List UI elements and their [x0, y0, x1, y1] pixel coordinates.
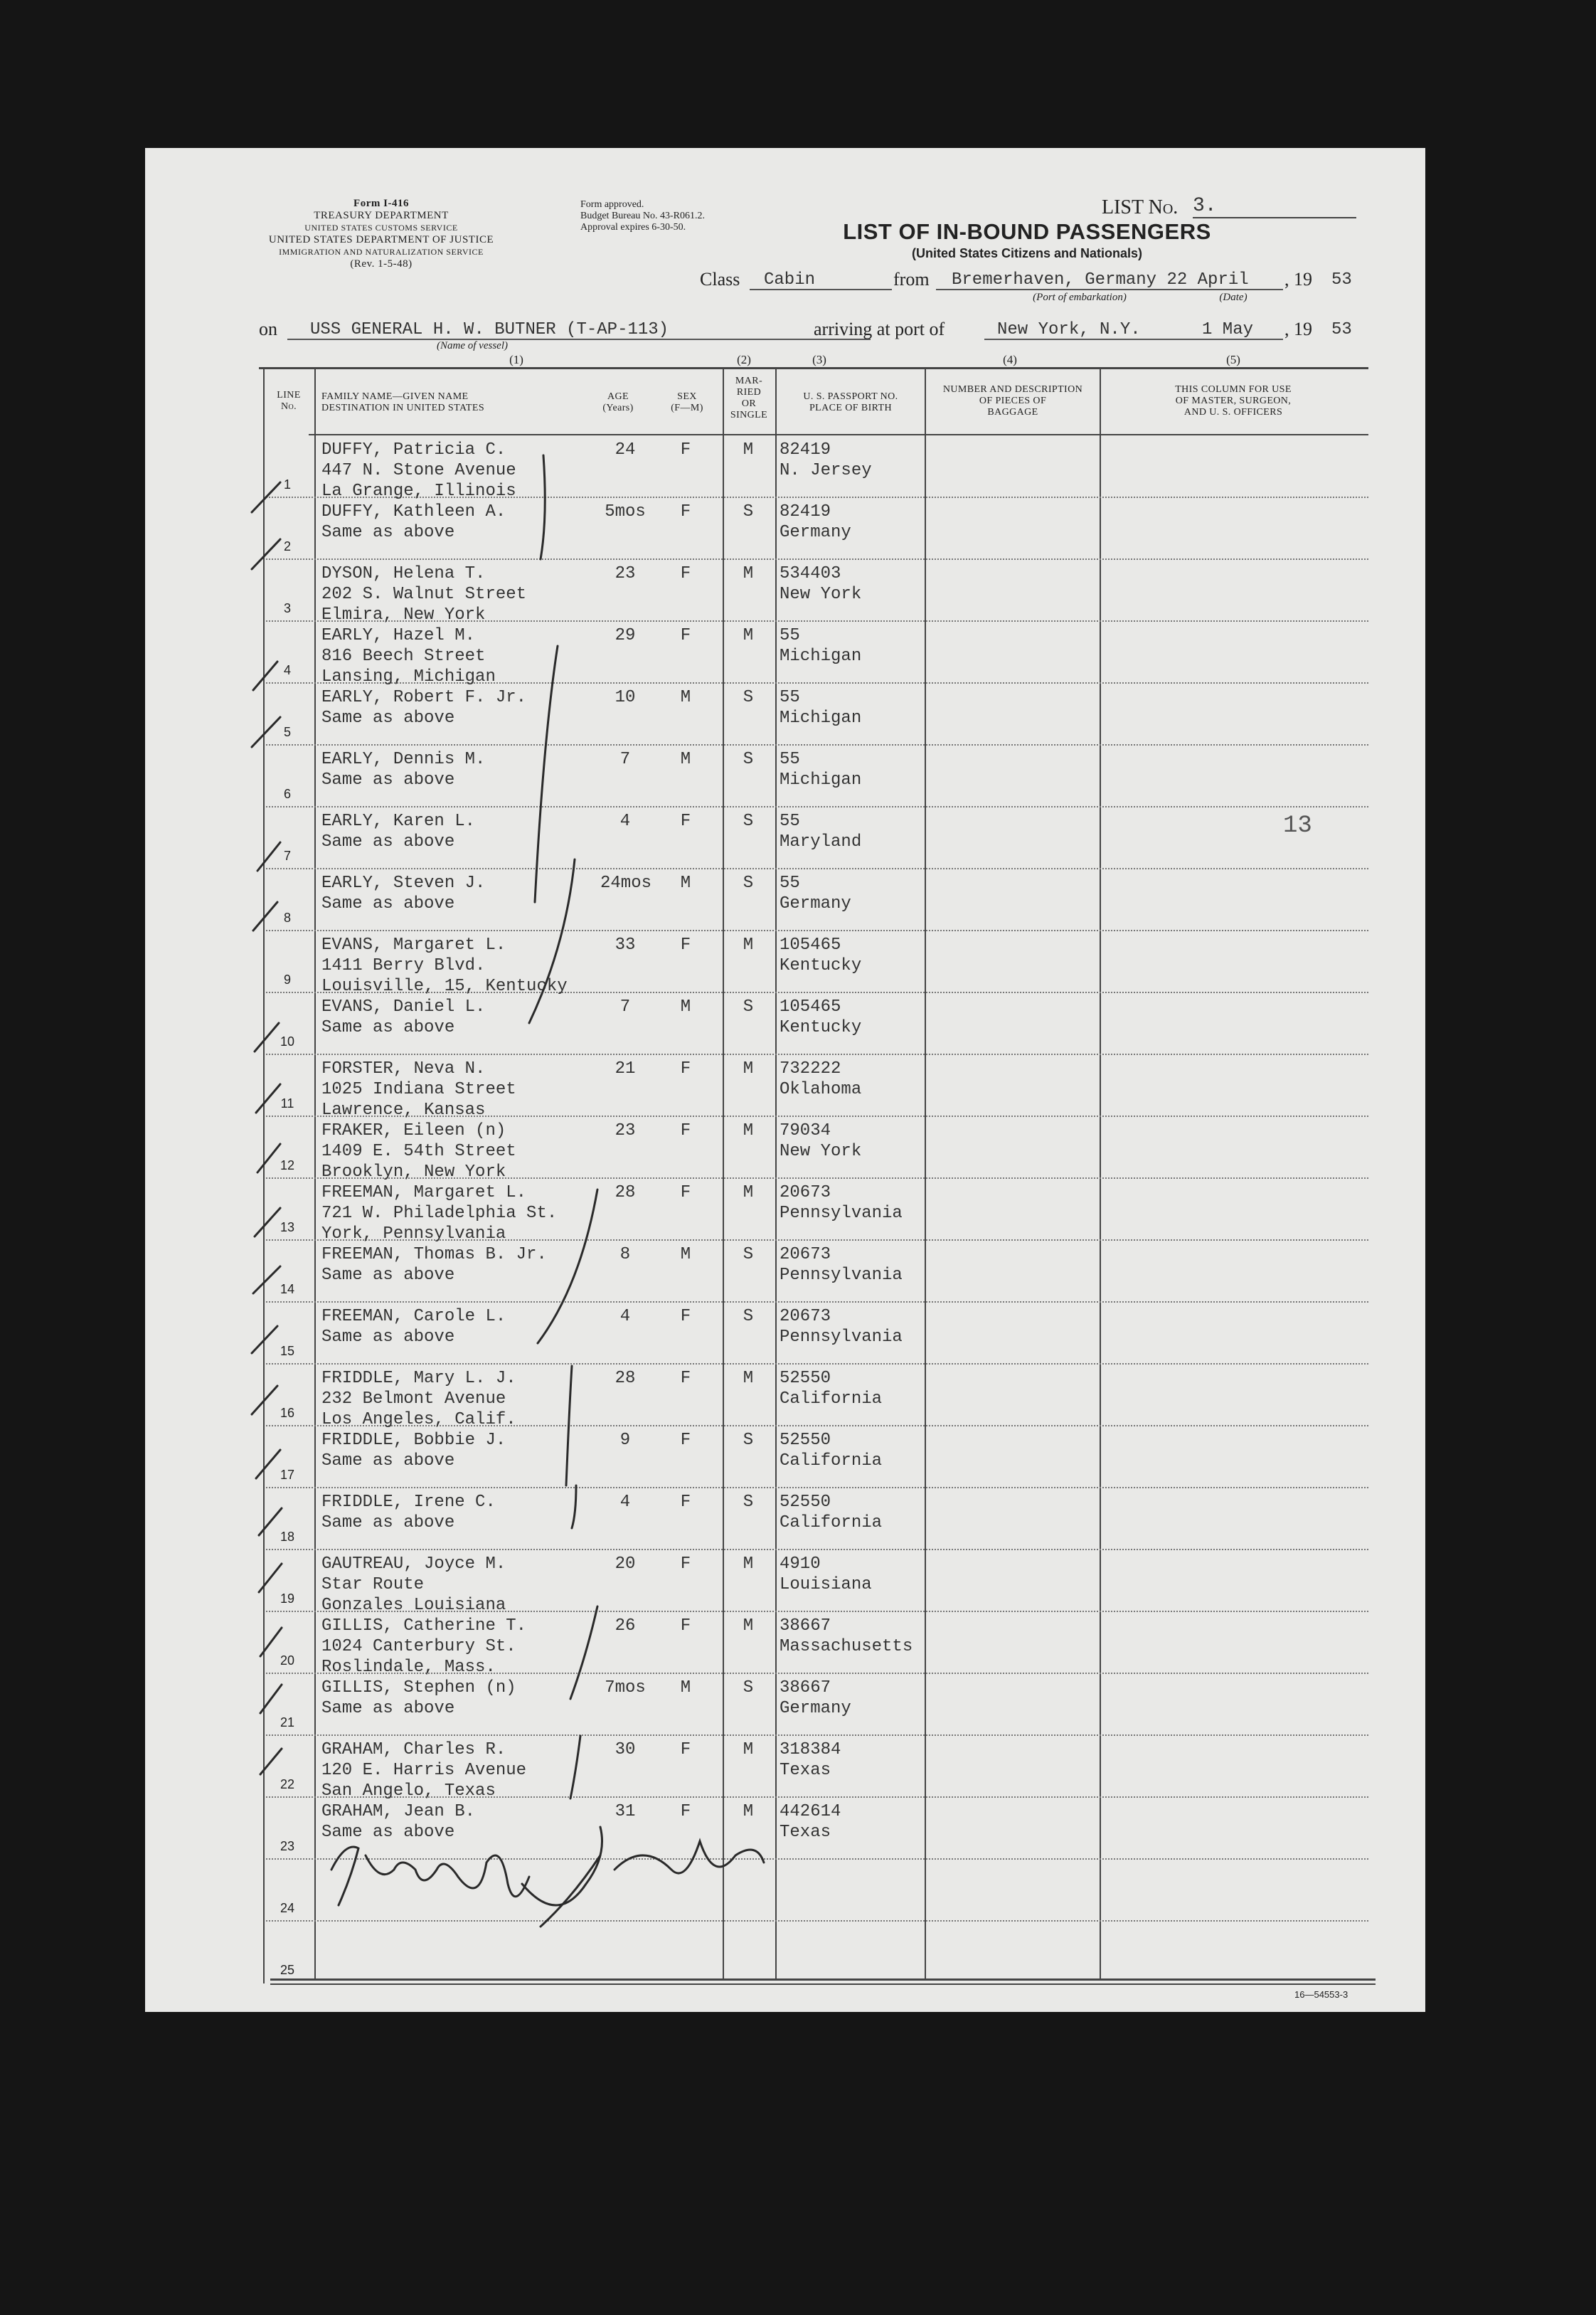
cell-sex: F: [680, 1307, 691, 1326]
cell-sex: F: [680, 1493, 691, 1512]
officer-annotation: 13: [1283, 812, 1312, 839]
line-number: 24: [280, 1901, 295, 1915]
cell-birth: Kentucky: [780, 1018, 862, 1037]
cell-addr1: 1025 Indiana Street: [321, 1080, 516, 1099]
cell-addr2: Brooklyn, New York: [321, 1162, 506, 1182]
cell-birth: California: [780, 1513, 883, 1532]
cell-name: DUFFY, Kathleen A.: [321, 502, 506, 521]
cell-name: FREEMAN, Margaret L.: [321, 1183, 527, 1202]
th-married: [724, 376, 774, 421]
cell-passport: 55: [780, 688, 800, 707]
row-separator: [266, 1301, 1368, 1303]
revision: (Rev. 1-5-48): [350, 258, 413, 270]
cell-name: FREEMAN, Carole L.: [321, 1307, 506, 1326]
approval-block: [580, 199, 705, 233]
cell-ms: S: [743, 1245, 754, 1264]
cell-passport: 4910: [780, 1554, 821, 1574]
cell-addr2: La Grange, Illinois: [321, 482, 516, 501]
cell-name: GRAHAM, Charles R.: [321, 1740, 506, 1759]
cell-passport: 55: [780, 626, 800, 645]
cell-name: FORSTER, Neva N.: [321, 1059, 486, 1079]
cell-passport: 38667: [780, 1616, 831, 1636]
cell-addr1: Same as above: [321, 709, 455, 728]
treasury-dept: TREASURY DEPARTMENT: [314, 210, 449, 221]
col-num-4: (4): [1003, 353, 1017, 366]
line-number: 1: [283, 477, 291, 492]
cell-passport: 20673: [780, 1183, 831, 1202]
cell-ms: M: [743, 1740, 754, 1759]
cell-birth: Michigan: [780, 709, 862, 728]
arrival-year: 53: [1331, 320, 1352, 339]
cell-sex: F: [680, 502, 691, 521]
line-number: 20: [280, 1653, 295, 1668]
cell-age: 7mos: [605, 1678, 646, 1697]
line-number: 17: [280, 1468, 295, 1482]
cell-name: EARLY, Dennis M.: [321, 750, 486, 769]
th-text: AGE: [607, 391, 629, 402]
cell-sex: F: [680, 1616, 691, 1636]
cell-passport: 20673: [780, 1307, 831, 1326]
cell-passport: 79034: [780, 1121, 831, 1140]
ins-service: IMMIGRATION AND NATURALIZATION SERVICE: [279, 247, 484, 257]
cell-passport: 82419: [780, 502, 831, 521]
th-text: SEX: [677, 391, 697, 402]
date-caption: (Date): [1219, 292, 1247, 303]
cell-addr2: Los Angeles, Calif.: [321, 1410, 516, 1429]
cell-addr1: Same as above: [321, 1266, 455, 1285]
from-year-prefix: , 19: [1284, 269, 1312, 290]
cell-sex: F: [680, 626, 691, 645]
cell-sex: F: [680, 564, 691, 583]
cell-passport: 55: [780, 750, 800, 769]
cell-addr1: 232 Belmont Avenue: [321, 1389, 506, 1409]
cell-ms: S: [743, 1493, 754, 1512]
cell-addr1: Same as above: [321, 1699, 455, 1718]
list-number-value: 3.: [1193, 195, 1356, 218]
cell-passport: 105465: [780, 936, 841, 955]
cell-sex: F: [680, 936, 691, 955]
cell-sex: F: [680, 440, 691, 460]
cell-age: 30: [615, 1740, 636, 1759]
justice-dept: UNITED STATES DEPARTMENT OF JUSTICE: [268, 234, 494, 245]
cell-addr1: 1024 Canterbury St.: [321, 1637, 516, 1656]
manifest-page: [145, 148, 1425, 2012]
cell-birth: Pennsylvania: [780, 1328, 903, 1347]
cell-ms: S: [743, 688, 754, 707]
form-agency-block: [253, 198, 509, 270]
cell-age: 4: [619, 1307, 631, 1326]
cell-birth: Maryland: [780, 832, 862, 852]
cell-sex: F: [680, 1183, 691, 1202]
th-text: (F—M): [671, 403, 703, 413]
table-bottom-rule-2: [270, 1983, 1376, 1985]
cell-ms: M: [743, 1616, 754, 1636]
cell-ms: M: [743, 440, 754, 460]
cell-addr2: Louisville, 15, Kentucky: [321, 977, 568, 996]
cell-name: EVANS, Margaret L.: [321, 936, 506, 955]
cell-birth: Michigan: [780, 647, 862, 666]
cell-birth: California: [780, 1389, 883, 1409]
cell-birth: Texas: [780, 1823, 831, 1842]
cell-birth: Kentucky: [780, 956, 862, 975]
th-text: FAMILY NAME—GIVEN NAME: [321, 391, 469, 402]
cell-addr1: Same as above: [321, 523, 455, 542]
line-number: 25: [280, 1963, 295, 1977]
cell-age: 21: [615, 1059, 636, 1079]
row-separator: [266, 558, 1368, 560]
cell-addr1: 721 W. Philadelphia St.: [321, 1204, 558, 1223]
from-year: 53: [1331, 270, 1352, 290]
cell-age: 20: [615, 1554, 636, 1574]
col-num-5: (5): [1226, 353, 1240, 366]
cell-sex: M: [680, 997, 691, 1017]
col-num-1: (1): [509, 353, 523, 366]
cell-ms: S: [743, 1307, 754, 1326]
cell-addr1: Same as above: [321, 1328, 455, 1347]
cell-ms: S: [743, 997, 754, 1017]
line-number: 22: [280, 1777, 295, 1791]
line-number: 11: [280, 1096, 294, 1111]
cell-ms: M: [743, 936, 754, 955]
line-number: 13: [280, 1220, 295, 1234]
cell-sex: M: [680, 688, 691, 707]
th-officers: [1105, 384, 1361, 418]
th-text: DESTINATION IN UNITED STATES: [321, 403, 484, 413]
cell-ms: S: [743, 750, 754, 769]
cell-addr2: York, Pennsylvania: [321, 1224, 506, 1244]
line-number: 21: [280, 1715, 295, 1729]
th-text: RIED: [736, 387, 762, 398]
cell-age: 31: [615, 1802, 636, 1821]
cell-sex: F: [680, 1431, 691, 1450]
cell-birth: N. Jersey: [780, 461, 872, 480]
line-number: 2: [283, 539, 291, 553]
cell-birth: New York: [780, 585, 862, 604]
line-number: 7: [283, 849, 291, 863]
th-age: [586, 391, 650, 414]
cell-ms: S: [743, 502, 754, 521]
cell-passport: 52550: [780, 1431, 831, 1450]
header-bottom-rule: [309, 434, 1368, 435]
cell-ms: M: [743, 1369, 754, 1388]
cell-addr1: Same as above: [321, 894, 455, 913]
col-rule: [775, 369, 777, 1980]
cell-birth: New York: [780, 1142, 862, 1161]
cell-addr1: 447 N. Stone Avenue: [321, 461, 516, 480]
cell-age: 8: [619, 1245, 631, 1264]
cell-age: 4: [619, 1493, 631, 1512]
cell-age: 28: [615, 1183, 636, 1202]
row-separator: [266, 1363, 1368, 1365]
line-number: 18: [280, 1530, 295, 1544]
vessel-name: USS GENERAL H. W. BUTNER (T-AP-113): [310, 320, 669, 339]
cell-ms: M: [743, 1554, 754, 1574]
th-text: BAGGAGE: [987, 407, 1038, 418]
cell-passport: 105465: [780, 997, 841, 1017]
cell-passport: 38667: [780, 1678, 831, 1697]
cell-sex: F: [680, 1740, 691, 1759]
form-footer-code: 16—54553-3: [1294, 1989, 1348, 2000]
line-number: 6: [283, 787, 291, 801]
cell-age: 33: [615, 936, 636, 955]
cell-addr1: Same as above: [321, 1451, 455, 1471]
col-rule: [723, 369, 724, 1980]
row-separator: [266, 1054, 1368, 1055]
table-bottom-rule: [270, 1978, 1376, 1981]
cell-addr2: Lawrence, Kansas: [321, 1101, 486, 1120]
th-sex: [659, 391, 715, 414]
cell-name: DUFFY, Patricia C.: [321, 440, 506, 460]
th-text: MAR-: [735, 376, 763, 386]
th-text: NUMBER AND DESCRIPTION: [942, 384, 1083, 395]
class-label: Class: [700, 269, 740, 290]
cell-age: 5mos: [605, 502, 646, 521]
cell-name: DYSON, Helena T.: [321, 564, 486, 583]
cell-ms: M: [743, 1183, 754, 1202]
row-separator: [266, 1858, 1368, 1860]
cell-ms: M: [743, 1802, 754, 1821]
cell-birth: Michigan: [780, 770, 862, 790]
line-number: 15: [280, 1344, 295, 1358]
cell-ms: M: [743, 1121, 754, 1140]
from-label: from: [893, 269, 930, 290]
cell-addr1: Same as above: [321, 832, 455, 852]
form-number: Form I-416: [353, 198, 409, 209]
cell-birth: Germany: [780, 1699, 851, 1718]
line-number: 3: [283, 601, 291, 615]
customs-service: UNITED STATES CUSTOMS SERVICE: [304, 223, 458, 233]
th-text: THIS COLUMN FOR USE: [1175, 384, 1292, 395]
cell-sex: M: [680, 874, 691, 893]
cell-name: FRAKER, Eileen (n): [321, 1121, 506, 1140]
th-text: OF PIECES OF: [979, 396, 1047, 406]
cell-age: 28: [615, 1369, 636, 1388]
approval-line: Form approved.: [580, 199, 644, 210]
cell-birth: Pennsylvania: [780, 1266, 903, 1285]
th-text: No.: [280, 401, 297, 412]
page-subtitle: (United States Citizens and Nationals): [911, 246, 1143, 260]
th-line-no: [266, 390, 312, 413]
on-label: on: [259, 319, 277, 339]
row-separator: [266, 1734, 1368, 1736]
cell-ms: S: [743, 1431, 754, 1450]
class-value: Cabin: [764, 270, 816, 290]
cell-name: FRIDDLE, Mary L. J.: [321, 1369, 516, 1388]
cell-name: EVANS, Daniel L.: [321, 997, 486, 1017]
col-rule: [1100, 369, 1101, 1980]
line-number: 9: [283, 973, 291, 987]
cell-addr1: Same as above: [321, 1823, 455, 1842]
col-rule: [314, 369, 316, 1980]
cell-passport: 82419: [780, 440, 831, 460]
cell-ms: M: [743, 1059, 754, 1079]
th-text: PLACE OF BIRTH: [809, 403, 892, 413]
line-number: 14: [280, 1282, 295, 1296]
cell-addr1: Same as above: [321, 770, 455, 790]
arrival-date: 1 May: [1202, 320, 1254, 339]
from-value: Bremerhaven, Germany 22 April: [952, 270, 1249, 290]
arrival-year-prefix: , 19: [1284, 319, 1312, 339]
port-caption: (Port of embarkation): [1033, 292, 1127, 303]
cell-name: GILLIS, Stephen (n): [321, 1678, 516, 1697]
th-text: (Years): [602, 403, 634, 413]
cell-addr1: 816 Beech Street: [321, 647, 486, 666]
th-text: LINE: [277, 390, 301, 401]
cell-passport: 55: [780, 812, 800, 831]
col-rule: [263, 369, 265, 1983]
cell-ms: M: [743, 564, 754, 583]
row-separator: [266, 930, 1368, 931]
table-top-rule: [259, 367, 1368, 369]
th-baggage: [927, 384, 1098, 418]
line-number: 12: [280, 1158, 295, 1172]
cell-sex: M: [680, 1678, 691, 1697]
row-separator: [266, 868, 1368, 869]
cell-sex: F: [680, 1554, 691, 1574]
cell-birth: Oklahoma: [780, 1080, 862, 1099]
cell-name: GILLIS, Catherine T.: [321, 1616, 527, 1636]
line-number: 10: [280, 1034, 295, 1049]
cell-passport: 52550: [780, 1493, 831, 1512]
cell-age: 23: [615, 564, 636, 583]
cell-name: EARLY, Karen L.: [321, 812, 476, 831]
cell-passport: 442614: [780, 1802, 841, 1821]
cell-birth: Massachusetts: [780, 1637, 913, 1656]
line-number: 19: [280, 1591, 295, 1606]
cell-passport: 55: [780, 874, 800, 893]
cell-age: 26: [615, 1616, 636, 1636]
cell-birth: Germany: [780, 523, 851, 542]
cell-passport: 534403: [780, 564, 841, 583]
cell-age: 7: [619, 750, 631, 769]
cell-name: FRIDDLE, Irene C.: [321, 1493, 496, 1512]
cell-name: FRIDDLE, Bobbie J.: [321, 1431, 506, 1450]
cell-name: GAUTREAU, Joyce M.: [321, 1554, 506, 1574]
th-text: SINGLE: [730, 410, 768, 420]
cell-birth: Germany: [780, 894, 851, 913]
row-separator: [266, 1549, 1368, 1550]
cell-sex: F: [680, 1369, 691, 1388]
cell-age: 9: [619, 1431, 631, 1450]
cell-sex: F: [680, 1059, 691, 1079]
th-text: AND U. S. OFFICERS: [1183, 407, 1283, 418]
cell-birth: Texas: [780, 1761, 831, 1780]
cell-name: EARLY, Steven J.: [321, 874, 486, 893]
arrival-port: New York, N.Y.: [997, 320, 1141, 339]
cell-sex: F: [680, 1802, 691, 1821]
cell-name: EARLY, Robert F. Jr.: [321, 688, 527, 707]
approval-line: Approval expires 6-30-50.: [580, 222, 686, 233]
col-rule: [925, 369, 926, 1980]
cell-addr2: Elmira, New York: [321, 605, 486, 625]
cell-birth: Pennsylvania: [780, 1204, 903, 1223]
cell-name: FREEMAN, Thomas B. Jr.: [321, 1245, 547, 1264]
cell-ms: S: [743, 812, 754, 831]
page-title: LIST OF IN-BOUND PASSENGERS: [843, 219, 1211, 244]
line-number: 23: [280, 1839, 295, 1853]
row-separator: [266, 1920, 1368, 1922]
list-number-label: LIST No.: [1102, 196, 1179, 218]
cell-addr1: 120 E. Harris Avenue: [321, 1761, 527, 1780]
th-name: [321, 391, 592, 414]
cell-addr2: Gonzales Louisiana: [321, 1596, 506, 1615]
approval-line: Budget Bureau No. 43-R061.2.: [580, 211, 705, 221]
row-separator: [266, 744, 1368, 746]
cell-sex: F: [680, 1121, 691, 1140]
cell-name: GRAHAM, Jean B.: [321, 1802, 476, 1821]
cell-addr2: San Angelo, Texas: [321, 1781, 496, 1801]
th-text: U. S. PASSPORT NO.: [803, 391, 898, 402]
row-separator: [266, 1487, 1368, 1488]
cell-age: 24mos: [600, 874, 652, 893]
cell-passport: 318384: [780, 1740, 841, 1759]
cell-age: 29: [615, 626, 636, 645]
cell-age: 10: [615, 688, 636, 707]
cell-addr1: 1409 E. 54th Street: [321, 1142, 516, 1161]
cell-name: EARLY, Hazel M.: [321, 626, 476, 645]
cell-passport: 52550: [780, 1369, 831, 1388]
cell-addr1: Star Route: [321, 1575, 425, 1594]
line-number: 8: [283, 911, 291, 925]
list-number: [1102, 195, 1217, 219]
line-number: 4: [283, 663, 291, 677]
cell-addr1: Same as above: [321, 1513, 455, 1532]
cell-ms: M: [743, 626, 754, 645]
th-passport: [778, 391, 923, 414]
cell-addr2: Roslindale, Mass.: [321, 1658, 496, 1677]
cell-sex: F: [680, 812, 691, 831]
cell-ms: S: [743, 1678, 754, 1697]
row-separator: [266, 806, 1368, 807]
line-number: 5: [283, 725, 291, 739]
cell-age: 7: [619, 997, 631, 1017]
cell-birth: Louisiana: [780, 1575, 872, 1594]
cell-age: 24: [615, 440, 636, 460]
cell-addr2: Lansing, Michigan: [321, 667, 496, 687]
cell-sex: M: [680, 750, 691, 769]
col-num-3: (3): [812, 353, 826, 366]
cell-sex: M: [680, 1245, 691, 1264]
vessel-caption: (Name of vessel): [437, 340, 508, 351]
cell-age: 23: [615, 1121, 636, 1140]
cell-birth: California: [780, 1451, 883, 1471]
cell-ms: S: [743, 874, 754, 893]
line-number: 16: [280, 1406, 295, 1420]
cell-passport: 732222: [780, 1059, 841, 1079]
th-text: OR: [741, 398, 757, 409]
arriving-label: arriving at port of: [814, 319, 945, 339]
cell-addr1: Same as above: [321, 1018, 455, 1037]
cell-addr1: 1411 Berry Blvd.: [321, 956, 486, 975]
cell-passport: 20673: [780, 1245, 831, 1264]
th-text: OF MASTER, SURGEON,: [1175, 396, 1292, 406]
cell-age: 4: [619, 812, 631, 831]
cell-addr1: 202 S. Walnut Street: [321, 585, 527, 604]
col-num-2: (2): [737, 353, 751, 366]
